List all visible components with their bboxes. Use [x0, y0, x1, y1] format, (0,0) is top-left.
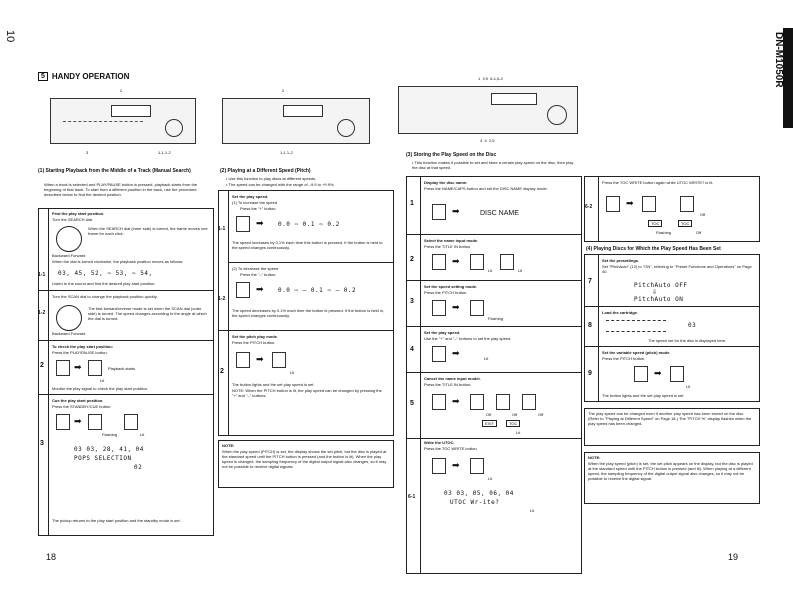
- col1-intro: When a track is selected and PLAY/PAUSE button is pressed, playback starts from the beginning of that track. To start from a different position in the track, use the procedure described below to find the desired position.: [44, 182, 198, 197]
- col3-divider-4: [406, 372, 582, 373]
- toc-write-button-icon: [432, 458, 446, 474]
- col2-s11-sub: (1) To increase the speed: [232, 200, 278, 205]
- col3-s61-display: 03 03, 05, 06, 04: [444, 490, 514, 497]
- col4-s8-text: The speed set for the disc is displayed here.: [648, 338, 727, 343]
- standby-flash-icon: [88, 414, 102, 430]
- col2-s11-text: The speed increases by 0.1% each time this button is pressed. If the button is held in, the speed changes continuously.: [232, 240, 384, 250]
- col4-s7-arrow: ⇩: [652, 290, 658, 296]
- col2-s2-lit: Lit: [290, 370, 295, 375]
- device-panel-2: [222, 98, 370, 144]
- col1-s2-monitor: Monitor the play signal to check the play start position.: [52, 386, 149, 391]
- col2-step-1-2: 1-2: [218, 296, 226, 302]
- play-pause-button-icon: [56, 360, 70, 376]
- col1-s3-title: Cue the play start position.: [52, 398, 104, 403]
- col1-s11-listen: Listen to the sound and find the desired play start position.: [52, 281, 156, 286]
- col3-s61-lit2: Lit: [530, 508, 535, 513]
- right-page-number: 19: [728, 552, 739, 562]
- col4-s62-text: Press the TOC WRITE button again while UTOC WRITE? is lit.: [602, 180, 714, 185]
- toc-write-button-icon-2: [606, 196, 620, 212]
- plus-button-icon: [236, 216, 250, 232]
- col3-s5-lit: Lit: [516, 430, 521, 435]
- panel3-dial: [547, 105, 567, 125]
- col3-step-6-1: 6-1: [408, 494, 416, 500]
- col3-s61-arrow: ➡: [452, 460, 460, 470]
- panel1-dial: [165, 119, 183, 137]
- model-side-tab: [783, 28, 793, 128]
- col4-s7-text: Set "PitchAuto" (12) to "ON", referring to "Preset Functions and Operations" on Page 40.: [602, 264, 752, 274]
- col3-s4-arrow: ➡: [452, 348, 460, 358]
- toc-write-flash-icon: [642, 196, 656, 212]
- col2-note-text: When the play speed (PITCH) is set, the display shows the set pitch, but the disc is played at the standard speed until the PITCH button is pressed (and the button is lit). When the play speed is changed, the sampling frequency of the digital output signal also changes, so it may not be possible to receive digital signals.: [222, 449, 387, 469]
- col3-step-divider: [420, 176, 421, 574]
- col4-s62-arrow: ➡: [626, 198, 634, 208]
- toc-write-off-icon: [680, 196, 694, 212]
- panel2-display: [283, 105, 323, 117]
- col1-s2-arrow: ➡: [74, 362, 82, 372]
- col4-step-6-2: 6-2: [585, 204, 593, 210]
- callout-panel1-bottom-right: 1-1,1-2: [158, 150, 171, 155]
- col1-s11-line1: Turn the SEARCH dial.: [52, 217, 93, 222]
- col4-heading4: (4) Playing Discs for Which the Play Speed Has Been Set: [586, 246, 721, 252]
- col3-divider-2: [406, 280, 582, 281]
- panel3-display: [491, 93, 537, 105]
- col3-s4-lit: Lit: [484, 356, 489, 361]
- col3-s1-text: Press the NAME/CAPS button and set the DISC NAME display mode.: [424, 186, 548, 191]
- col2-s11-arrow: ➡: [256, 218, 264, 228]
- col1-s12-line1: Turn the SCAN dial to change the playback position quickly.: [52, 294, 158, 299]
- callout-panel1-bottom-left: 3: [86, 150, 89, 155]
- col4-s62-flashing: Flashing: [656, 230, 672, 235]
- col3-s3-flash: Flashing: [488, 316, 504, 321]
- col2-step-2: 2: [220, 368, 224, 375]
- col4-s62-toc2: TOC: [678, 220, 692, 227]
- col2-bullet-2-text: The speed can be changed with the range of –9.9 to +9.9%.: [228, 182, 335, 187]
- col2-s2-text: The button lights and the set play speed is set.: [232, 382, 315, 387]
- col2-s2-note: NOTE: When the PITCH button is lit, the play speed can be changed by pressing the "+" and "–" buttons.: [232, 388, 382, 398]
- col1-s2-title: To check the play start position:: [52, 344, 114, 349]
- col4-s9-lit: Lit: [686, 384, 691, 389]
- col1-step-2: 2: [40, 362, 44, 369]
- col1-s3-display1: 03 03, 28, 41, 04: [74, 446, 144, 453]
- col3-s5-off2: Off: [512, 412, 518, 417]
- col4-divider-1: [584, 306, 760, 307]
- col3-s5-arrow: ➡: [452, 396, 460, 406]
- col1-divider-3: [38, 394, 214, 395]
- col4-s9-text: Press the PITCH button.: [602, 356, 646, 361]
- col3-s5-title: Cancel the name input model.: [424, 376, 481, 381]
- col1-s11-display: 03, 45, 52, ⇨ 53, ⇨ 54,: [58, 270, 153, 277]
- edit-off-icon: [496, 394, 510, 410]
- col1-step-1-2: 1-2: [38, 310, 46, 316]
- col1-s11-text: When the SEARCH dial (inner side) is turned, the frame moves one frame for each click.: [88, 226, 208, 236]
- col4-top-divider: [598, 176, 599, 242]
- col3-divider-1: [406, 234, 582, 235]
- pitch-off-icon: [522, 394, 536, 410]
- col2-divider-2: [218, 330, 394, 331]
- callout-panel2-bottom: 1-1 1-2: [280, 150, 293, 155]
- col1-s3-display3: 02: [134, 464, 143, 471]
- col1-step-1-1: 1-1: [38, 272, 46, 278]
- plus-minus-button-icon: [432, 346, 446, 362]
- toc-write-lit-icon: [470, 458, 484, 474]
- col4-s7-disp2: PitchAuto ON: [634, 296, 684, 303]
- col2-bullet-1-text: Use this function to play discs at different speeds.: [228, 176, 317, 181]
- col3-s5-text: Press the TITLE IN button.: [424, 382, 472, 387]
- col3-heading: (3) Storing the Play Speed on the Disc: [406, 152, 497, 158]
- col3-s2-arrow: ➡: [452, 256, 460, 266]
- col2-s11-display: 0.0 ⇨ 0.1 ⇨ 0.2: [278, 221, 340, 228]
- col2-step-1-1: 1-1: [218, 226, 226, 232]
- col3-s61-lit: Lit: [488, 476, 493, 481]
- pitch-lit-icon-2: [670, 366, 684, 382]
- col2-bullet-1: • Use this function to play discs at different speeds.: [226, 176, 317, 181]
- panel1-display: [111, 105, 151, 117]
- col4-s9-arrow: ➡: [654, 368, 662, 378]
- col4-s8-title: Load the cartridge.: [602, 310, 639, 315]
- col2-s11-press: Press the "+" button.: [240, 206, 277, 211]
- col3-s4-title: Set the play speed.: [424, 330, 461, 335]
- col3-s5-toc: TOC: [506, 420, 520, 427]
- col2-step-divider: [228, 190, 229, 436]
- pitch-flash-icon: [470, 300, 484, 316]
- col3-divider-5: [406, 438, 582, 439]
- col1-s3-arrow: ➡: [74, 416, 82, 426]
- col3-s1-title: Display the disc name:: [424, 180, 468, 185]
- col4-step-7: 7: [588, 278, 592, 285]
- col1-s2-lit: Lit: [100, 378, 105, 383]
- col1-s12-text: The fast forward/reverse mode is set when the SCAN dial (outer side) is turned. The speed changes according to the angle at which the dial is turned.: [88, 306, 207, 321]
- col1-s3-flash: Flashing: [102, 432, 118, 437]
- pitch-button-icon: [236, 352, 250, 368]
- col1-s2-state: Playback starts: [108, 366, 136, 371]
- col2-s12-text: The speed decreases by 0.1% each time the button is pressed. If the button is held in, the speed changes continuously.: [232, 308, 385, 318]
- model-name: DN-M1050R: [773, 32, 784, 88]
- col3-s2-lit2: Lit: [518, 268, 523, 273]
- col4-s8-display: 03: [688, 322, 697, 329]
- col4-step-9: 9: [588, 370, 592, 377]
- col4-divider-2: [584, 346, 760, 347]
- col4-s7-title: Set the presettings.: [602, 258, 640, 263]
- col1-s3-footer: The pickup returns to the play start position and the standby mode is set.: [52, 518, 181, 523]
- col3-intro-text: This function makes it possible to set and store a certain play speed on the disc, then play the disc at that speed.: [412, 160, 574, 170]
- col3-s3-title: Set the speed setting mode.: [424, 284, 478, 289]
- title-in-lit-icon: [470, 254, 484, 270]
- title-in-button-icon: [432, 254, 446, 270]
- col2-s11-title: Set the play speed.: [232, 194, 269, 199]
- section-heading: [38, 72, 129, 81]
- section-number: 5: [38, 72, 48, 81]
- device-panel-1: [50, 98, 196, 144]
- col3-s5-exit: EXIT: [482, 420, 497, 427]
- col1-s11-note: When the dial is turned clockwise, the playback position moves as follows:: [52, 259, 184, 264]
- col3-s1-disc: DISC NAME: [480, 210, 519, 217]
- col4-s62-off2: Off: [696, 230, 702, 235]
- col2-s2-arrow: ➡: [256, 354, 264, 364]
- col3-intro: • This function makes it possible to set and store a certain play speed on the disc, then play the disc at that speed.: [412, 160, 574, 170]
- minus-button-icon: [236, 282, 250, 298]
- col3-s3-arrow: ➡: [452, 302, 460, 312]
- col4-s9-title: Set the variable speed (pitch) mode.: [602, 350, 671, 355]
- col4-step-8: 8: [588, 322, 592, 329]
- col4-note-text: When the play speed (pitch) is set, the set pitch appears on the display, but the disc is played at the standard speed until the PITCH button is pressed (and lit). When playing at a different speed, the sampling frequency of the digital output signal also changes, so it may not be possible to receive the digital signal.: [588, 461, 753, 481]
- section-title: HANDY OPERATION: [51, 72, 130, 81]
- col4-steps-divider: [598, 254, 599, 402]
- col1-step-divider: [48, 208, 49, 536]
- col3-divider-3: [406, 326, 582, 327]
- callout-panel1-top: 2: [120, 88, 123, 93]
- title-in-off-icon: [470, 394, 484, 410]
- col4-info-text: The play speed can be changed even if another play speed has been stored on the disc. (Refer to "Playing at Different Speed" on Page 18.) The "PITCH %" display flashes when the play speed has been changed.: [588, 411, 752, 426]
- pitch-lit-icon: [272, 352, 286, 368]
- col4-s7-disp1: PitchAuto OFF: [634, 282, 688, 289]
- left-page-number: 18: [46, 552, 57, 562]
- pitch-button-icon-2: [432, 300, 446, 316]
- callout-panel3-bottom: 4 4 2,5: [480, 138, 495, 143]
- col3-step-1: 1: [410, 200, 414, 207]
- col2-divider-1: [228, 262, 394, 263]
- left-margin-number: 10: [4, 30, 16, 43]
- scan-dial-icon: [56, 305, 82, 331]
- col3-s3-text: Press the PITCH button.: [424, 290, 468, 295]
- col3-step-2: 2: [410, 256, 414, 263]
- callout-panel2-top: 2: [282, 88, 285, 93]
- device-panel-3: [398, 86, 578, 134]
- col4-s9-footer: The button lights and the set play speed is set.: [602, 393, 685, 398]
- col2-note-title: NOTE:: [222, 443, 235, 448]
- standby-lit-icon: [124, 414, 138, 430]
- col1-divider-1: [38, 290, 214, 291]
- col3-s61-text: Press the TOC WRITE button.: [424, 446, 478, 451]
- col4-s8-meter: [606, 320, 666, 332]
- col1-s3-line: Press the STANDBY/CUE button.: [52, 404, 112, 409]
- standby-cue-button-icon: [56, 414, 70, 430]
- search-dial-icon: [56, 226, 82, 252]
- name-caps-button-icon: [432, 204, 446, 220]
- col2-heading: (2) Playing at a Different Speed (Pitch): [220, 168, 311, 174]
- col4-s62-toc1: TOC: [648, 220, 662, 227]
- pitch-button-icon-3: [634, 366, 648, 382]
- col1-s11-dir: Backward Forward: [52, 253, 86, 258]
- col3-s2-lit1: Lit: [488, 268, 493, 273]
- col2-s2-line: Press the PITCH button.: [232, 340, 276, 345]
- panel1-buttons: [63, 121, 143, 134]
- col3-step-5: 5: [410, 400, 414, 407]
- col1-s3-display2: POPS SELECTION: [74, 455, 132, 462]
- col1-divider-2: [38, 340, 214, 341]
- col3-s2-title: Select the name input mode.: [424, 238, 479, 243]
- col3-s5-off1: Off: [486, 412, 492, 417]
- col2-s12-arrow: ➡: [256, 284, 264, 294]
- panel2-dial: [337, 119, 355, 137]
- col1-s12-dir: Backward Forward: [52, 331, 86, 336]
- col3-s5-off3: Off: [538, 412, 544, 417]
- title-in-button-icon-2: [432, 394, 446, 410]
- col3-step-3: 3: [410, 298, 414, 305]
- col3-s4-text: Use the "+" and "–" buttons to set the play speed.: [424, 336, 512, 341]
- col1-step-3: 3: [40, 440, 44, 447]
- col2-s12-display: 0.0 ⇨ – 0.1 ⇨ – 0.2: [278, 287, 357, 294]
- col4-s62-off: Off: [700, 212, 706, 217]
- col3-steps-box: [406, 176, 582, 574]
- col2-s12-sub: (2) To decrease the speed: [232, 266, 279, 271]
- col1-s2-line: Press the PLAY/PAUSE button.: [52, 350, 108, 355]
- edit-lit-icon: [500, 254, 514, 270]
- col3-step-4: 4: [410, 346, 414, 353]
- col1-s3-lit: Lit: [140, 432, 145, 437]
- col1-heading: (1) Starting Playback from the Middle of a Track (Manual Search): [38, 168, 191, 174]
- col4-note-title: NOTE:: [588, 455, 601, 460]
- col2-s12-press: Press the "–" button.: [240, 272, 277, 277]
- callout-panel3-top: 1 3,9 6-1,6-2: [478, 76, 503, 81]
- col3-s2-text: Press the TITLE IN button.: [424, 244, 472, 249]
- col3-s61-title: Write the UTOC.: [424, 440, 455, 445]
- col2-s2-title: Set the pitch play mode.: [232, 334, 279, 339]
- play-pause-lit-icon: [88, 360, 102, 376]
- col3-s61-display2: UTOC Wr-ite?: [450, 499, 500, 506]
- col1-s11-title: Find the play start position.: [52, 211, 105, 216]
- col2-bullet-2: • The speed can be changed with the range of –9.9 to +9.9%.: [226, 182, 335, 187]
- col3-s1-arrow: ➡: [452, 206, 460, 216]
